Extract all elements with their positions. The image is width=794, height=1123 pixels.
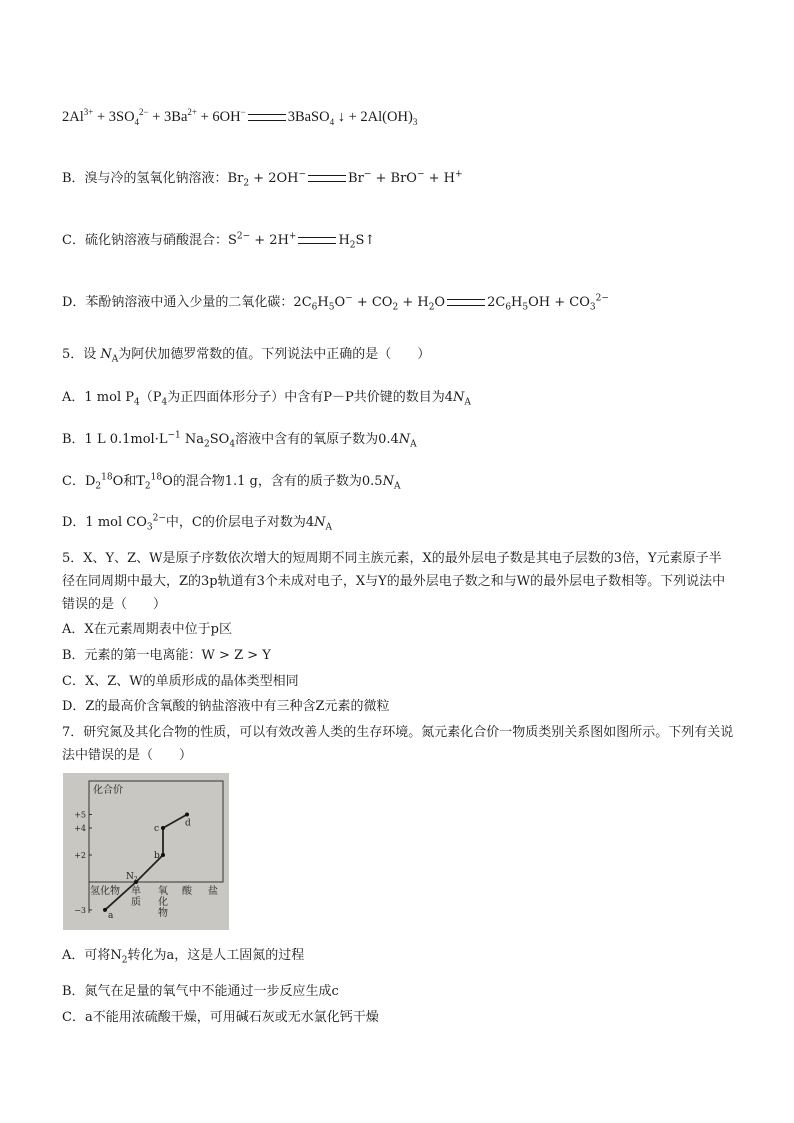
equals-arrow: [308, 175, 346, 182]
equals-arrow: [447, 299, 485, 306]
question-5b-option-c: C．X、Z、W的单质形成的晶体类型相同: [62, 674, 299, 689]
question-5b-option-a: A．X在元素周期表中位于p区: [62, 622, 232, 637]
data-label-b: b: [154, 851, 160, 861]
question-7-option-c: C．a不能用浓硫酸干燥，可用碱石灰或无水氯化钙干燥: [62, 1010, 379, 1025]
data-label-d: d: [185, 818, 191, 829]
question-5a-option-d: D．1 mol $CO_3^{2-}$中，C的价层电子对数为$4N_A$: [62, 513, 332, 533]
question-5b-option-d: D．Z的最高价含氧酸的钠盐溶液中有三种含Z元素的微粒: [62, 699, 390, 714]
question-7-option-a: A．可将$N_2$转化为a，这是人工固氮的过程: [62, 948, 305, 966]
y-tick-label: +2: [74, 851, 86, 860]
equals-arrow: [248, 114, 286, 121]
category-label: 氧: [158, 886, 168, 897]
y-tick-label: +5: [74, 810, 86, 820]
option-c-sulfide: C．硫化钠溶液与硝酸混合：$S^{2-} + 2H^+$ $H_2S↑$: [62, 231, 376, 251]
question-5a-stem: 5．设 $N_A$为阿伏加德罗常数的值。下列说法中正确的是（ ）: [62, 347, 431, 365]
y-tick-label: −3: [74, 905, 86, 915]
question-5a-option-c: C．$D_2^{18}O$和$T_2^{18}O$的混合物1.1 g，含有的质子数为$0.5N_A$: [62, 472, 401, 492]
data-point-b: [161, 853, 165, 857]
category-label: 盐: [208, 886, 218, 897]
equation-a: $2Al^{3+} + 3SO_4^{2-} + 3Ba^{2+} + 6OH^-$ 3BaSO$_4$ ↓ + $2Al(OH)_3$: [62, 107, 418, 127]
question-5b-option-b: B．元素的第一电离能：W > Z > Y: [62, 648, 271, 663]
y-tick-label: +4: [74, 824, 86, 833]
data-label-a: a: [108, 910, 114, 921]
category-label: 物: [158, 908, 168, 919]
nitrogen-valence-chart: [63, 773, 229, 930]
data-label-n: $N_2$: [126, 872, 138, 883]
category-label: 质: [131, 897, 141, 908]
option-b-bromine: B．溴与冷的氢氧化钠溶液：$Br_2 + 2OH^-$ Br− + BrO− + H+: [62, 169, 463, 189]
equals-arrow: [298, 237, 336, 244]
category-label: 氢化物: [90, 886, 120, 897]
category-label: 化: [158, 897, 168, 908]
question-7-option-b: B．氮气在足量的氧气中不能通过一步反应生成c: [62, 984, 339, 999]
category-label: 单: [131, 886, 141, 897]
question-5a-option-b: B．1 L $0.1mol\cdot L^{-1}$ $Na_2SO_4$溶液中含有的氧原子数为$0.4N_A$: [62, 430, 417, 450]
y-axis-label: 化合价: [93, 785, 123, 796]
data-point-a: [103, 908, 107, 912]
option-d-phenoxide: D．苯酚钠溶液中通入少量的二氧化碳：$2C_6H_5O^- + CO_2 + H_2O$ $2C_6H_5OH + CO_3^{2-}$: [62, 293, 609, 313]
question-5b-stem: 5．X、Y、Z、W是原子序数依次增大的短周期不同主族元素，X的最外层电子数是其电子层数的3倍，Y元素原子半径在同周期中最大，Z的3p轨道有3个未成对电子，X与Y的最外层电子数之和与W的最外层电子数相等。下列说法中错误的是（ ）: [62, 551, 726, 612]
data-point-c: [161, 826, 165, 830]
question-7-stem: 7．研究氮及其化合物的性质，可以有效改善人类的生存环境。氮元素化合价一物质类别关系图如图所示。下列有关说法中错误的是（ ）: [62, 725, 734, 763]
category-label: 酸: [182, 886, 192, 897]
data-label-c: c: [154, 824, 160, 834]
question-5a-option-a: A．1 mol $P_4(P_4$为正四面体形分子）中含有P－P共价键的数目为$4N_A$: [62, 390, 471, 408]
data-point-d: [185, 813, 189, 817]
valence-category-plot: [63, 773, 229, 930]
